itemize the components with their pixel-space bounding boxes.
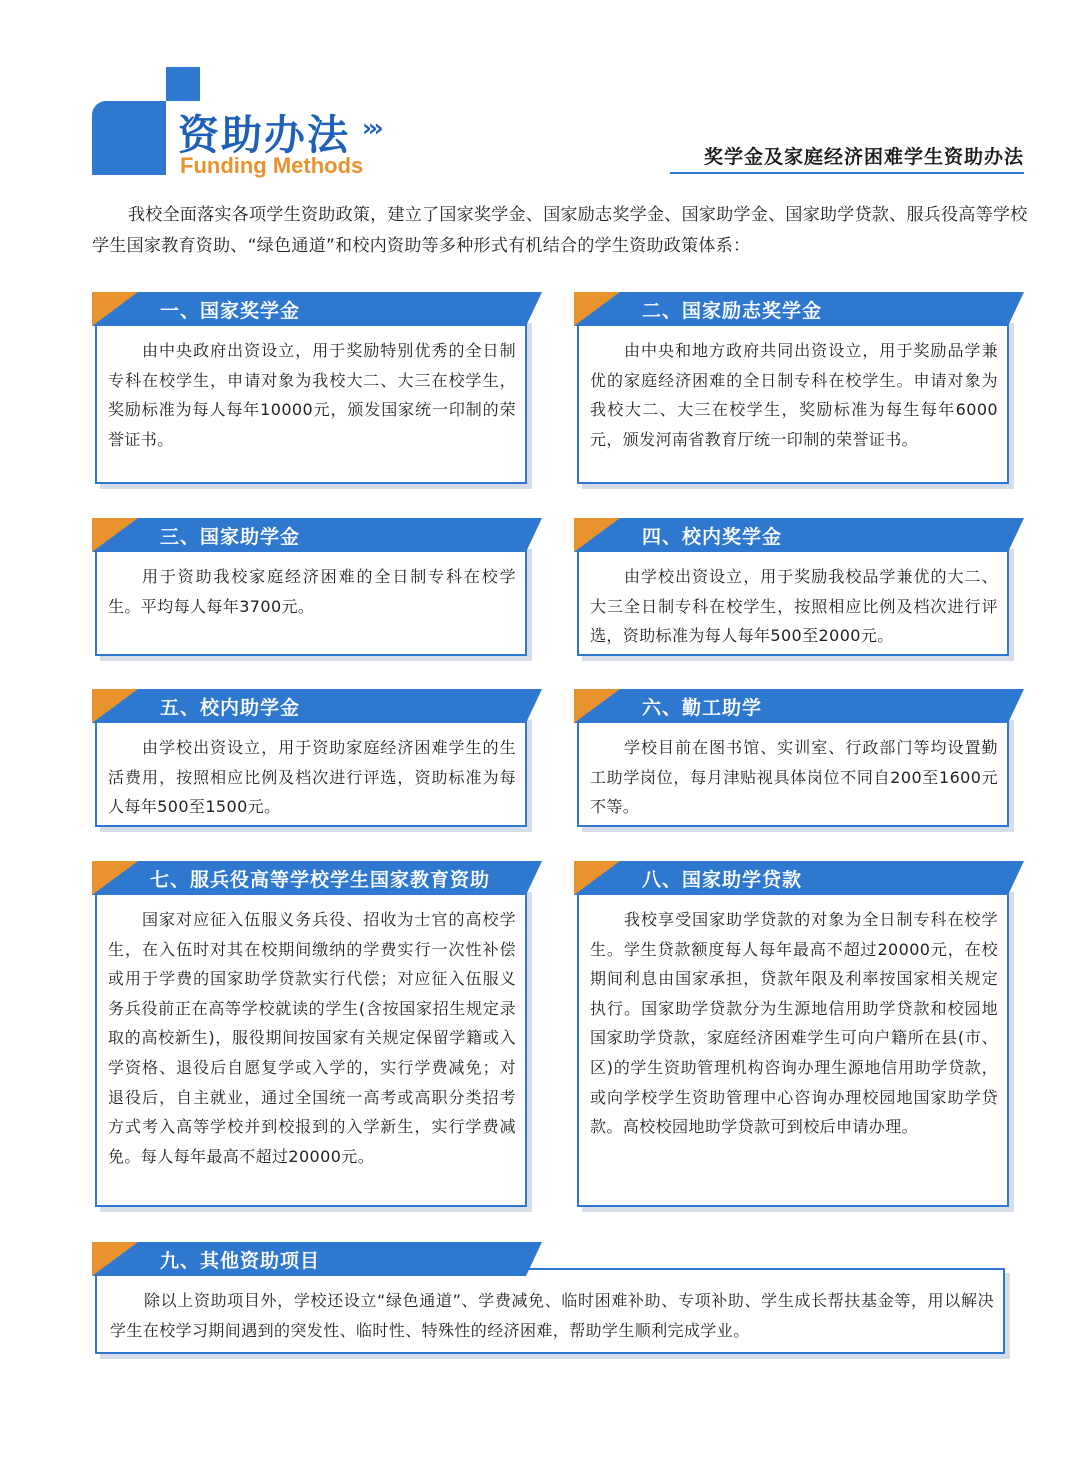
card-school-scholarship [574, 518, 1024, 660]
card-body: 由学校出资设立，用于资助家庭经济困难学生的生活费用，按照相应比例及档次进行评选，资助标准为每人每年500至1500元。 [108, 738, 516, 817]
card-other-aid [92, 1242, 1012, 1358]
card-body: 由学校出资设立，用于奖励我校品学兼优的大二、大三全日制专科在校学生，按照相应比例及档次进行评选，资助标准为每人每年500至2000元。 [590, 567, 998, 646]
page-subtitle: Funding Methods [180, 153, 364, 178]
card-title: 五、校内助学金 [160, 697, 301, 719]
card-body: 由中央和地方政府共同出资设立，用于奖励品学兼优的家庭经济困难的全日制专科在校学生。申请对象为我校大二、大三在校学生，奖励标准为每生每年6000元，颁发河南省教育厅统一印制的荣誉证书。 [590, 341, 998, 449]
card-body: 我校享受国家助学贷款的对象为全日制专科在校学生。学生贷款额度每人每年最高不超过20000元，在校期间利息由国家承担，贷款年限及利率按国家相关规定执行。国家助学贷款分为生源地信用助学贷款和校园地国家助学贷款，家庭经济困难学生可向户籍所在县(市、区)的学生资助管理机构咨询办理生源地信用助学贷款，或向学校学生资助管理中心咨询办理校园地国家助学贷款。高校校园地助学贷款可到校后申请办理。 [590, 910, 998, 1137]
card-school-grant [92, 689, 542, 831]
card-title: 九、其他资助项目 [160, 1250, 321, 1272]
card-title: 八、国家助学贷款 [642, 869, 803, 891]
header-decor-square-small [166, 67, 200, 101]
card-body: 由中央政府出资设立，用于奖励特别优秀的全日制专科在校学生，申请对象为我校大二、大三在校学生，奖励标准为每人每年10000元，颁发国家统一印制的荣誉证书。 [108, 341, 516, 449]
card-body: 除以上资助项目外，学校还设立“绿色通道”、学费减免、临时困难补助、专项补助、学生成长帮扶基金等，用以解决学生在校学习期间遇到的突发性、临时性、特殊性的经济困难，帮助学生顺利完成学业。 [110, 1291, 994, 1340]
card-body: 学校目前在图书馆、实训室、行政部门等均设置勤工助学岗位，每月津贴视具体岗位不同自200至1600元不等。 [590, 738, 998, 817]
section-heading-underline [670, 172, 1024, 174]
intro-paragraph: 我校全面落实各项学生资助政策，建立了国家奖学金、国家励志奖学金、国家助学金、国家助学贷款、服兵役高等学校学生国家教育资助、“绿色通道”和校内资助等多种形式有机结合的学生资助政策体系： [92, 205, 1028, 256]
section-heading: 奖学金及家庭经济困难学生资助办法 [703, 146, 1024, 168]
card-national-encouragement-scholarship [574, 292, 1024, 488]
card-title: 一、国家奖学金 [160, 300, 301, 322]
page-title: 资助办法 [178, 111, 350, 159]
card-national-scholarship [92, 292, 542, 488]
card-body: 用于资助我校家庭经济困难的全日制专科在校学生。平均每人每年3700元。 [108, 567, 516, 616]
card-national-student-loan [574, 861, 1024, 1211]
card-title: 二、国家励志奖学金 [642, 300, 823, 322]
card-body: 国家对应征入伍服义务兵役、招收为士官的高校学生，在入伍时对其在校期间缴纳的学费实行一次性补偿或用于学费的国家助学贷款实行代偿；对应征入伍服义务兵役前正在高等学校就读的学生(含按国家招生规定录取的高校新生)，服役期间按国家有关规定保留学籍或入学资格、退役后自愿复学或入学的，实行学费减免；对退役后，自主就业，通过全国统一高考或高职分类招考方式考入高等学校并到校报到的入学新生，实行学费减免。每人每年最高不超过20000元。 [108, 910, 516, 1166]
card-title: 六、勤工助学 [642, 697, 763, 719]
card-military-service-aid [92, 861, 542, 1211]
card-work-study [574, 689, 1024, 831]
card-title: 七、服兵役高等学校学生国家教育资助 [150, 869, 491, 891]
header-decor-square [92, 101, 166, 175]
card-title: 三、国家助学金 [160, 526, 301, 548]
card-national-grant [92, 518, 542, 660]
chevrons-icon: ››› [362, 114, 380, 142]
card-title: 四、校内奖学金 [642, 526, 783, 548]
